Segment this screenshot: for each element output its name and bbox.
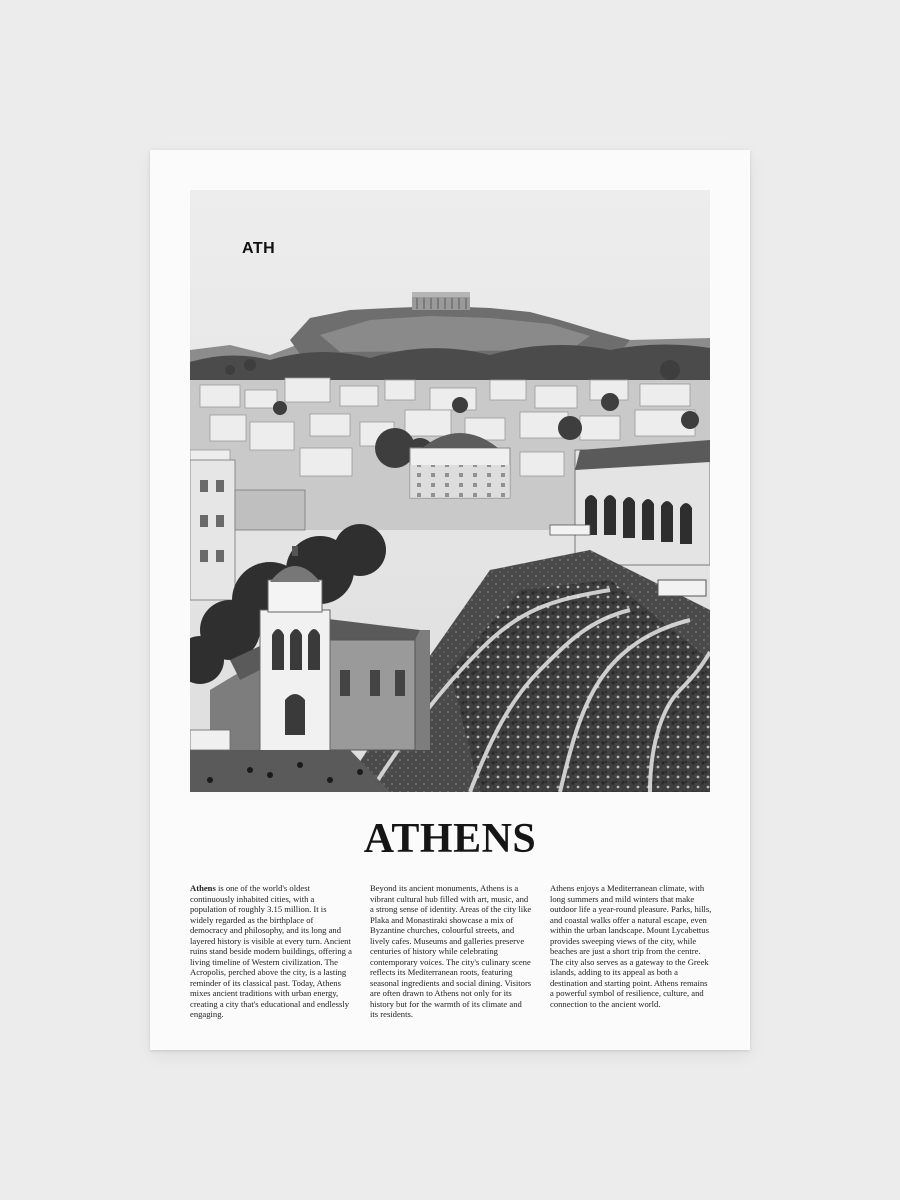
text-column-1 (190, 883, 352, 1020)
text-column-3 (550, 883, 712, 1009)
text-column-2 (370, 883, 532, 1020)
city-photo (190, 190, 710, 792)
airport-code: ATH (242, 240, 276, 257)
column-3-text: Athens enjoys a Mediterranean climate, with long summers and mild winters that make outdoor life a year-round pleasure. Parks, hills, and coastal walks offer a natural escape, even within the urban landscape. Mount Lycabettus provides sweeping views of the city, while beaches are just a short trip from the centre. The city also serves as a gateway to the Greek islands, adding to its appeal as both a destination and starting point. Athens remains a powerful symbol of resilience, culture, and connection to the ancient world. (550, 883, 712, 1009)
city-photo-illustration (190, 190, 710, 792)
poster (150, 150, 750, 1050)
column-1-lead: Athens (190, 883, 216, 893)
column-2-text: Beyond its ancient monuments, Athens is a vibrant cultural hub filled with art, music, and a strong sense of identity. Areas of the city like Plaka and Monastiraki showcase a mix of Byzantine churches, colourful streets, and lively cafes. Museums and galleries preserve centuries of history while celebrating contemporary voices. The city's culinary scene reflects its Mediterranean roots, featuring seasonal ingredients and social dining. Visitors are often drawn to Athens not only for its history but for the warmth of its climate and its residents. (370, 883, 532, 1019)
poster-title: ATHENS (363, 816, 537, 862)
column-1-text: is one of the world's oldest continuously inhabited cities, with a population of roughly 3.15 million. It is widely regarded as the birthplace of democracy and philosophy, and its long and layered history is visible at every turn. Ancient ruins stand beside modern buildings, offering a living timeline of Western civilization. The Acropolis, perched above the city, is a lasting reminder of its classical past. Today, Athens mixes ancient traditions with urban energy, creating a city that's educational and endlessly engaging. (190, 883, 352, 1019)
